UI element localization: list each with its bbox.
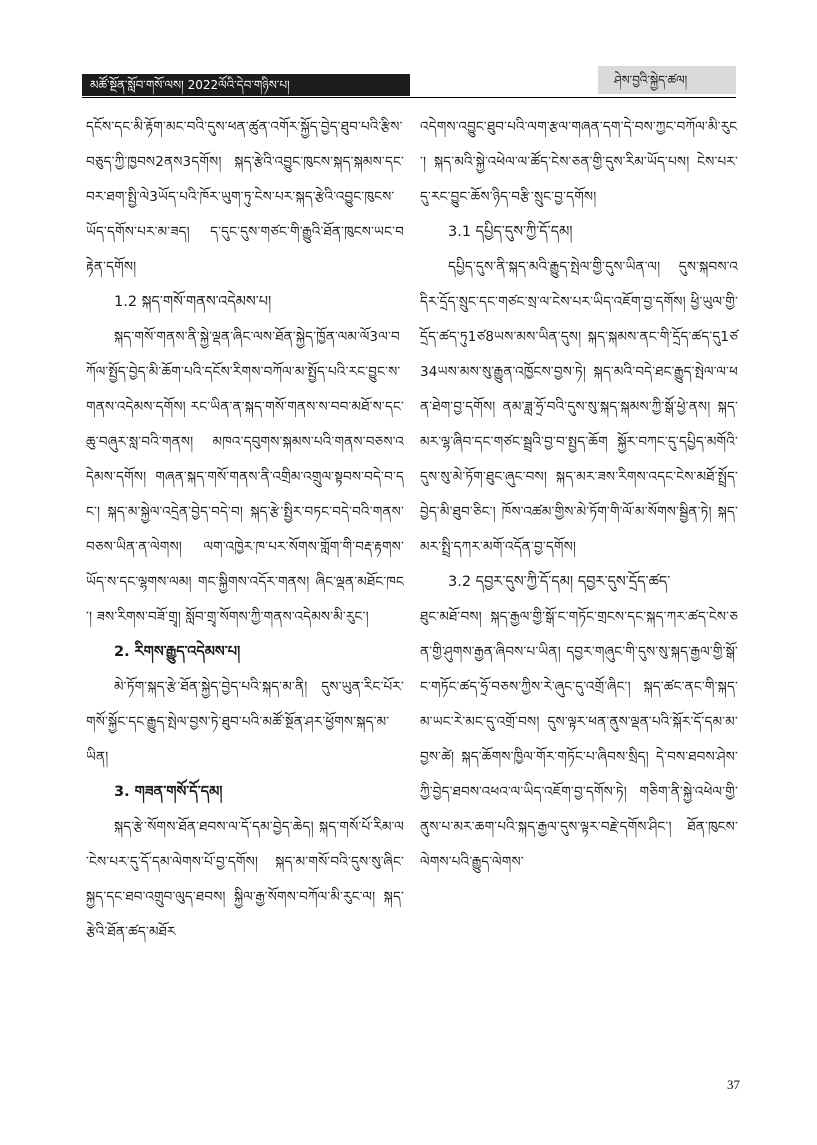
right-column [420,110,738,880]
body-paragraph: དཔྱིད་དུས་ནི་སྐད་མའི་རྒྱུད་སྤེལ་གྱི་དུས་ཡིན་ལ། དུས་སྐབས་འདིར་དྲོད་སྲུང་དང་གཙང་སྲ་ལ་ངེས་པར་ཡིད་འཇོག་བྱ་དགོས། ཕྱི་ཡུལ་གྱི་དྲོད་ཚད་ཏུ1ཙ8ཡས་མས་ཡིན་དུས། སྐད་སྐམས་ནང་གི་དྲོད་ཚད་དུ1ཙ34ཡས་མས་སུ་རྒྱུན་འཁྱོངས་བྱས་ཏེ། སྐད་མའི་བདེ་ཐང་རྒྱུད་སྤེལ་ལ་ཕན་ཐེག་བྱ་དགོས། ནམ་ཟླ་ཧྲོ་བའི་དུས་སུ་སྐད་སྐམས་ཀྱི་སྒོ་ཕྱེ་ནས། སྐད་མར་ལྷ་ཞིབ་དང་གཙང་སྦྲའི་བྱ་བ་སྤྱད་ཆོག སྐྱོར་བཀང་དུ་དཔྱིད་མགོའི་དུས་སུ་མེ་ཏོག་ཐུང་ཞུང་བས། སྐད་མར་ཟས་རིགས་འདང་ངེས་མཐོ་སྤྲོད་བྱེད་མི་ཐུབ་ཅིང་། ཁོས་འཚམ་གྱིས་མེ་ཏོག་གི་ལོ་མ་སོགས་སྦྱིན་ཏེ། སྐད་མར་སྤྲི་དཀར་མགོ་འདོན་བྱ་དགོས། [420,259,738,555]
section-heading: 3. གཟན་གསོ་དོ་དམ། [114,784,223,800]
page-number: 37 [727,1077,740,1092]
body-paragraph: དངོས་དང་མི་རྟོག་མང་བའི་དུས་ཕན་ཚུན་འགོར་སྐྱོད་བྱེད་ཐུབ་པའི་རྩིས་བཅུད་ཀྱི་ཁྱབས2ནས3དགོས། སྐད་རྩེའི་འབྱུང་ཁུངས་སྐད་སྐམས་དང་བར་ཐག་སྤྱི་ལེ3ཡོད་པའི་ཁོར་ཡུག་ཏུ་ངེས་པར་སྐད་རྩེའི་འབྱུང་ཁུངས་ཡོད་དགོས་པར་མ་ཟད། ད་དུང་དུས་གཙང་གི་རྒྱུའི་ཐོན་ཁུངས་ཡང་བརྟེན་དགོས། [86,119,404,275]
left-column [86,110,404,950]
body-paragraph: ཐུང་མཐོ་བས། སྐད་རྒྱལ་གྱི་སྒོ་ང་གཏོང་གྲངས་དང་སྐད་ཀར་ཚད་ངེས་ཅན་གྱི་ཤུགས་རྒྱན་ཞིབས་པ་ཡིན། དབྱར་གཞུང་གི་དུས་སུ་སྐད་རྒྱལ་གྱི་སྒོ་ང་གཏོང་ཚད་ཧྲོ་བཅས་ཀྱིས་རེ་ཞུང་དུ་འགྲོ་ཞིང་། སྐད་ཚང་ནང་གི་སྐད་མ་ཡང་རེ་མང་དུ་འགྲོ་བས། དུས་ལྟར་ཕན་ནུས་ལྡན་པའི་སྐོར་དོ་དམ་མ་བྱས་ཚེ། སྐད་ཆོགས་ཁྱིལ་གོར་གཏོང་པ་ཞིབས་སྲིད། དེ་བས་ཐབས་ཤེས་ཀྱི་བྱེད་ཐབས་འཕའ་ལ་ཡིད་འཇོག་བྱ་དགོས་ཏེ། གཅིག་ནི་སྐྱེ་འཕེལ་གྱི་ནུས་པ་མར་ཆག་པའི་སྐད་རྒྱལ་དུས་ལྟར་བརྗེ་དགོས་ཤིང་། ཐོན་ཁུངས་ལེགས་པའི་རྒྱུད་ལེགས་ [420,609,738,870]
header-rule [82,97,736,98]
subsection-heading: 3.1 དཔྱིད་དུས་ཀྱི་དོ་དམ། [448,224,573,240]
subsection-heading: 3.2 དབྱར་དུས་ཀྱི་དོ་དམ། དབྱར་དུས་དྲོད་ཚད་ [448,574,671,590]
body-paragraph: སྐད་རྩེ་སོགས་ཐོན་ཐབས་ལ་དོ་དམ་བྱེད་ཆེད། སྐད་གསོ་པོ་རིམ་ལ་ངེས་པར་དུ་དོ་དམ་ལེགས་པོ་བྱ་དགོས། སྐད་མ་གསོ་བའི་དུས་སུ་ཞིང་སྐྱད་དང་ཐབ་འགྲུབ་ལུད་ཐབས། སྐྱིལ་རྒྱ་སོགས་བཀོལ་མི་རུང་ལ། སྐད་རྩེའི་ཐོན་ཚད་མཐོར [86,819,404,940]
journal-header: མཚོ་སྔོན་སློབ་གསོ་ལས། 2022ལོའི་དེབ་གཉིས་པ། [82,74,410,96]
body-paragraph: མེ་ཏོག་སྐད་རྩེ་ཐོན་སྐྱེད་བྱེད་པའི་སྐད་མ་ནི། དུས་ཡུན་རིང་པོར་གསོ་སྐྱོང་དང་རྒྱུད་སྤེལ་བྱས་ཏེ་ཐུབ་པའི་མཚོ་སྔོན་ཤར་ཕྱོགས་སྐད་མ་ཡིན། [86,679,404,765]
body-paragraph: སྐད་གསོ་གནས་ནི་སྐྱེ་ལྡན་ཞིང་ལས་ཐོན་སྐྱེད་ཁྱོན་ལམ་ལོ3ལ་བཀོལ་སྤྱོད་བྱེད་མི་ཆོག་པའི་དངོས་རིགས་བཀོལ་མ་སྤྱོད་པའི་རང་བྱུང་ས་གནས་འདེམས་དགོས། རང་ཡིན་ན་སྐད་གསོ་གནས་ས་བབ་མཐོ་ས་དང་ཆུ་བཞུར་སླ་བའི་གནས། མཁའ་དབུགས་སྐམས་པའི་གནས་བཅས་འདེམས་དགོས། གཞན་སྐད་གསོ་གནས་ནི་འགྲིམ་འགྲུལ་སྟབས་བདེ་བ་དང་། སྐད་མ་སྐྱེལ་འདྲེན་བྱེད་བདེ་བ། སྐད་རྩེ་སྤྱིར་བཏང་བདེ་བའི་གནས་བཅས་ཡིན་ན་ལེགས། ལག་འཁྱེར་ཁ་པར་སོགས་གློག་གི་བརྡ་རྟགས་ཡོད་ས་དང་ལྷགས་ལམ། གང་སྐྱིགས་འདོར་གནས། ཞིང་ལྡན་མཐོང་ཁང་། ཟས་རིགས་བཟོ་གྲྭ། སློབ་གྲྭ་སོགས་ཀྱི་གནས་འདེམས་མི་རུང་། [86,329,404,625]
section-header: ཤེས་བྱའི་སྐྱེད་ཚལ། [598,66,736,94]
body-paragraph: འདེགས་འབྱུང་ཐུབ་པའི་ལག་རྩལ་གཞན་དག་དེ་བས་ཀྱང་བཀོལ་མི་རུང་། སྐད་མའི་སྐྱེ་འཕེལ་ལ་ཚོད་ངེས་ཅན་གྱི་དུས་རིམ་ཡོད་པས། ངེས་པར་དུ་རང་བྱུང་ཆོས་ཉིད་བརྩི་སྲུང་བྱ་དགོས། [420,119,738,205]
subsection-heading: 1.2 སྐད་གསོ་གནས་འདེམས་པ། [114,294,272,310]
section-heading: 2. རིགས་རྒྱུད་འདེམས་པ། [114,644,241,660]
